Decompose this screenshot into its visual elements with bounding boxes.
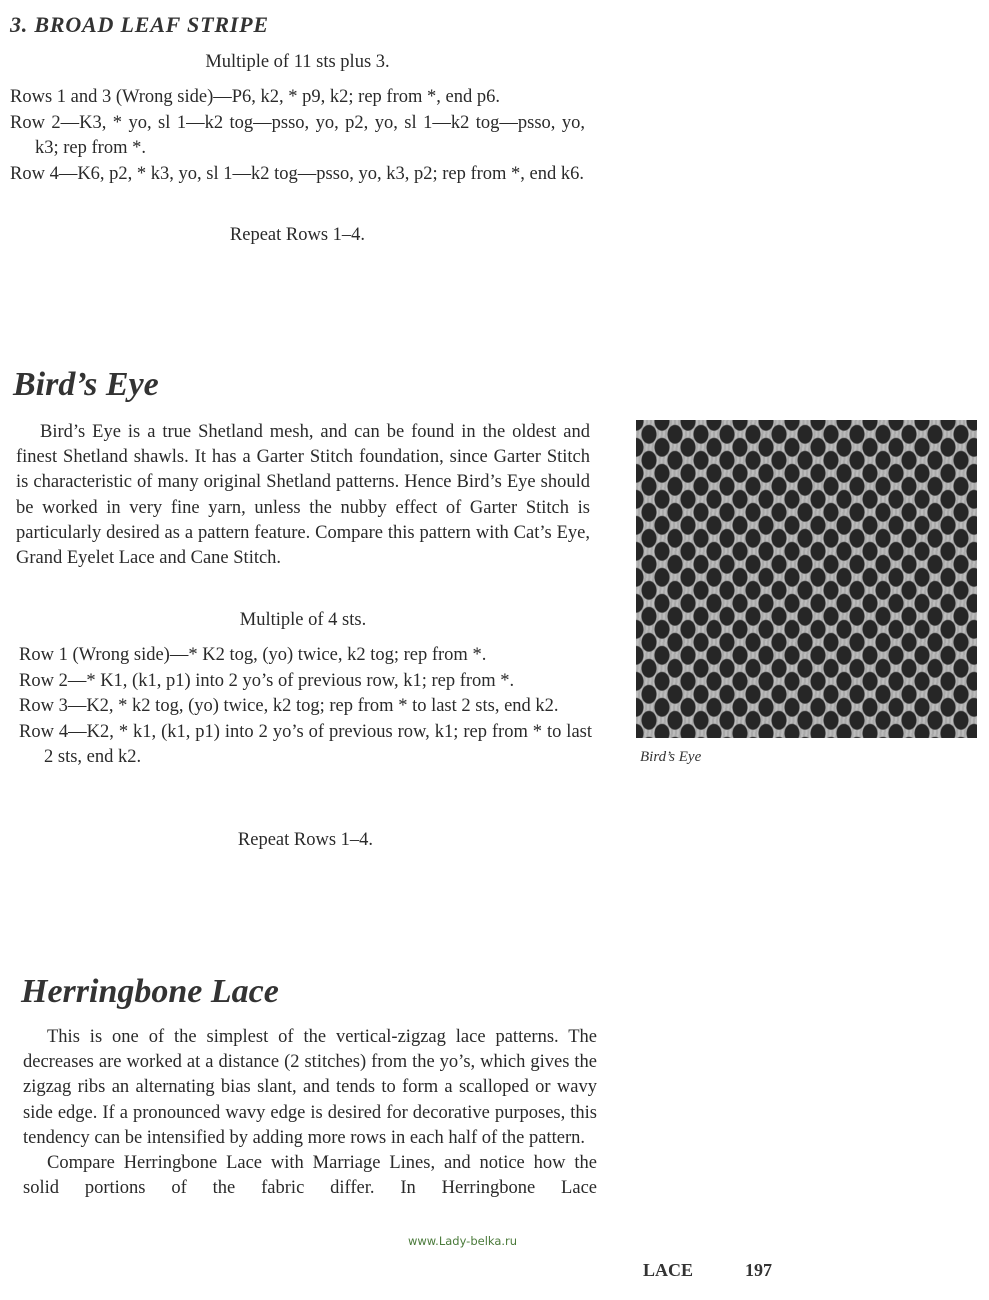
- section-title-birds-eye: Bird’s Eye: [13, 366, 159, 403]
- description-paragraph: Bird’s Eye is a true Shetland mesh, and can be found in the oldest and finest Shetland shawls. It has a Garter Stitch foundation, since Garter Stitch is characteristic of many original Shetland patterns. Hence Bird’s Eye should be worked in very fine yarn, unless the nubby effect of Garter Stitch is particularly desired as a pattern feature. Compare this pattern with Cat’s Eye, Grand Eyelet Lace and Cane Stitch.: [16, 422, 590, 569]
- section-title-herringbone-lace: Herringbone Lace: [21, 973, 279, 1010]
- instruction-rows-broad-leaf: [10, 85, 585, 187]
- instruction-row: Row 2—* K1, (k1, p1) into 2 yo’s of previous row, k1; rep from *.: [19, 670, 515, 691]
- description-paragraph: Compare Herringbone Lace with Marriage Lines, and notice how the solid portions of the fabric differ. In Herringbone Lace: [23, 1153, 597, 1199]
- pattern-heading-broad-leaf-stripe: 3. BROAD LEAF STRIPE: [10, 12, 269, 37]
- stitch-multiple: Multiple of 11 sts plus 3.: [205, 52, 390, 72]
- herringbone-description: [23, 1025, 597, 1201]
- instruction-row: Row 1 (Wrong side)—* K2 tog, (yo) twice, k2 tog; rep from *.: [19, 645, 487, 665]
- running-footer-section: LACE: [643, 1260, 694, 1280]
- watermark-link[interactable]: www.Lady-belka.ru: [408, 1234, 518, 1248]
- repeat-note: Repeat Rows 1–4.: [229, 225, 366, 245]
- instruction-row: Row 2—K3, * yo, sl 1—k2 tog—psso, yo, p2, yo, sl 1—k2 tog—psso, yo, k3; rep from *.: [10, 112, 585, 158]
- stitch-multiple: Multiple of 4 sts.: [239, 610, 367, 630]
- repeat-note: Repeat Rows 1–4.: [237, 830, 374, 850]
- description-paragraph: This is one of the simplest of the vertical-zigzag lace patterns. The decreases are worked at a distance (2 stitches) from the yo’s, which gives the zigzag ribs an alternating bias slant, and tends to form a scalloped or wavy side edge. If a pronounced wavy edge is desired for decorative purposes, this tendency can be intensified by adding more rows in each half of the pattern.: [23, 1027, 597, 1148]
- instruction-row: Row 4—K2, * k1, (k1, p1) into 2 yo’s of previous row, k1; rep from * to last 2 sts, end k2.: [19, 721, 592, 767]
- instruction-row: Row 4—K6, p2, * k3, yo, sl 1—k2 tog—psso, yo, k3, p2; rep from *, end k6.: [10, 163, 584, 184]
- instruction-row: Row 3—K2, * k2 tog, (yo) twice, k2 tog; rep from * to last 2 sts, end k2.: [19, 696, 559, 716]
- instruction-row: Rows 1 and 3 (Wrong side)—P6, k2, * p9, k2; rep from *, end p6.: [10, 87, 500, 107]
- photo-caption: Bird’s Eye: [640, 749, 702, 765]
- instruction-rows-birds-eye: [19, 643, 592, 771]
- page-number: 197: [745, 1260, 772, 1280]
- knitted-swatch-photo: [636, 420, 977, 738]
